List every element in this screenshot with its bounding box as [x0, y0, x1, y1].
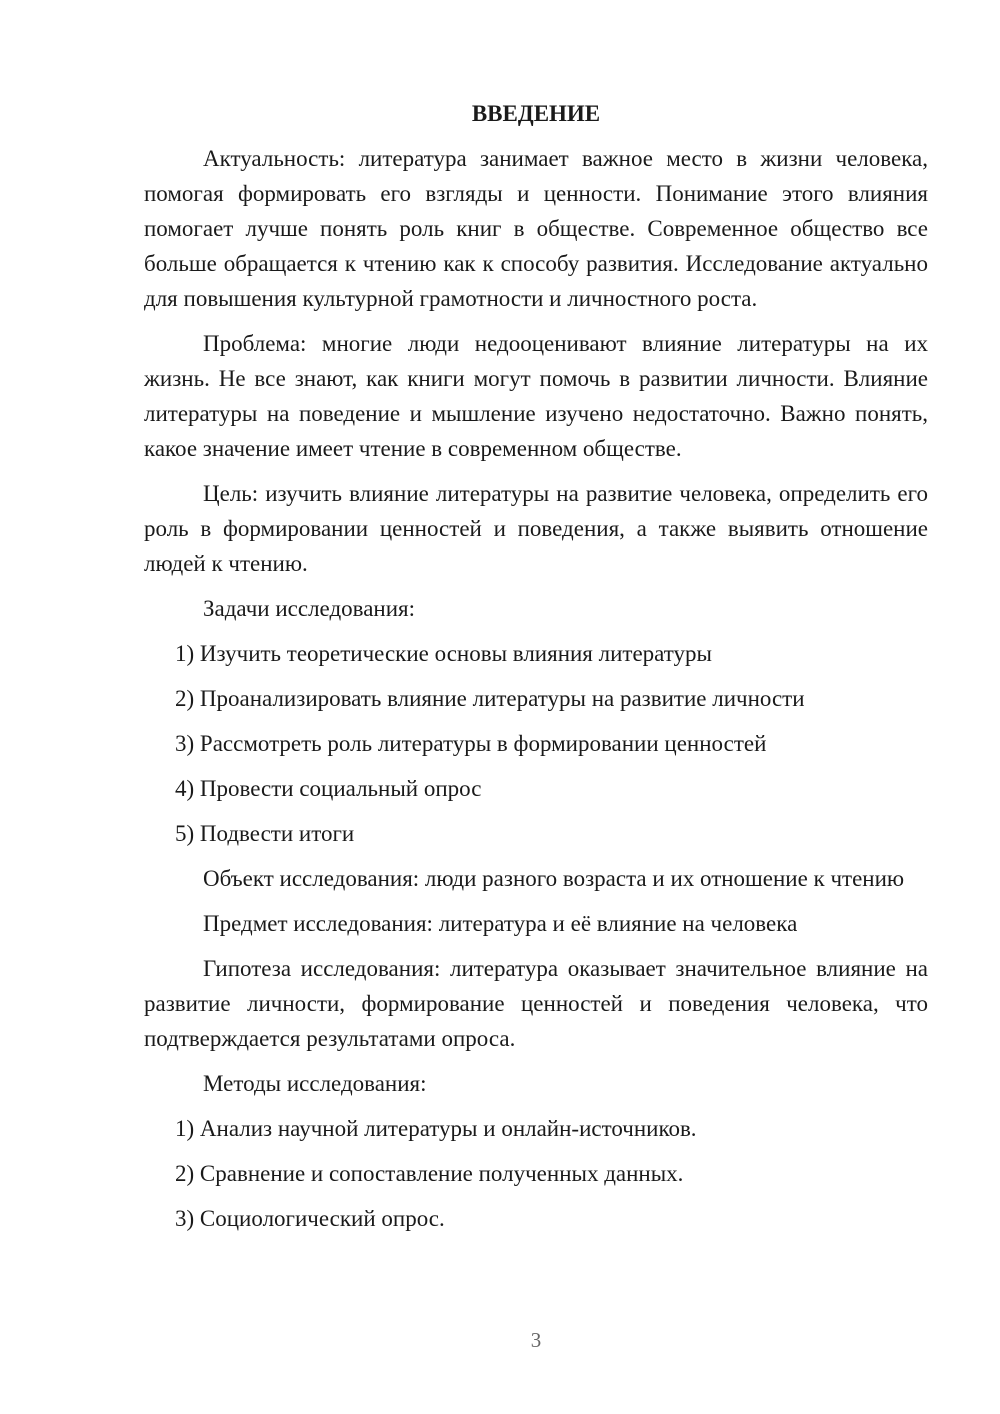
method-item-3: 3) Социологический опрос. [175, 1206, 445, 1231]
task-item-2: 2) Проанализировать влияние литературы на развитие личности [175, 686, 805, 711]
method-item-2: 2) Сравнение и сопоставление полученных данных. [175, 1161, 684, 1186]
task-item-4: 4) Провести социальный опрос [175, 776, 482, 801]
hypothesis-paragraph: Гипотеза исследования: литература оказывает значительное влияние на развитие личности, формирование ценностей и поведения человека, что подтверждается результатами опроса. [144, 956, 928, 1051]
relevance-paragraph: Актуальность: литература занимает важное место в жизни человека, помогая формировать его взгляды и ценности. Понимание этого влияния помогает лучше понять роль книг в обществе. Современное общество все больше обращается к чтению как к способу развития. Исследование актуально для повышения культурной грамотности и личностного роста. [144, 146, 928, 311]
section-heading: ВВЕДЕНИЕ [471, 101, 601, 126]
page-body [144, 96, 928, 1246]
method-item-1: 1) Анализ научной литературы и онлайн-источников. [175, 1116, 697, 1141]
subject-paragraph: Предмет исследования: литература и её влияние на человека [203, 911, 798, 936]
task-item-3: 3) Рассмотреть роль литературы в формировании ценностей [175, 731, 767, 756]
object-paragraph: Объект исследования: люди разного возраста и их отношение к чтению [203, 866, 905, 891]
task-item-1: 1) Изучить теоретические основы влияния литературы [175, 641, 712, 666]
tasks-title: Задачи исследования: [203, 596, 416, 621]
methods-title: Методы исследования: [203, 1071, 427, 1096]
page-number: 3 [530, 1328, 542, 1352]
goal-paragraph: Цель: изучить влияние литературы на развитие человека, определить его роль в формировании ценностей и поведения, а также выявить отношение людей к чтению. [144, 481, 928, 576]
task-item-5: 5) Подвести итоги [175, 821, 355, 846]
problem-paragraph: Проблема: многие люди недооценивают влияние литературы на их жизнь. Не все знают, как книги могут помочь в развитии личности. Влияние литературы на поведение и мышление изучено недостаточно. Важно понять, какое значение имеет чтение в современном обществе. [144, 331, 928, 461]
